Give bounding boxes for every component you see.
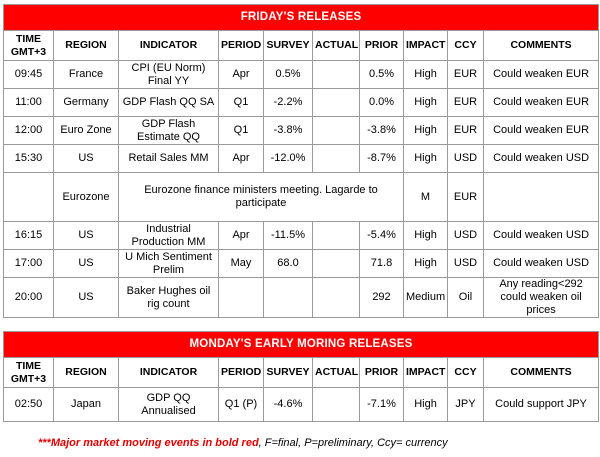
cell-comments: Could weaken EUR (484, 61, 599, 89)
monday-releases-table (3, 331, 599, 422)
cell-indicator: Retail Sales MM (119, 145, 219, 173)
cell-time: 12:00 (4, 117, 54, 145)
header-actual: ACTUAL (313, 358, 360, 388)
header-prior: PRIOR (360, 358, 404, 388)
header-time (4, 31, 54, 61)
cell-period: Apr (219, 222, 264, 250)
footer-legend: , F=final, P=preliminary, Ccy= currency (258, 437, 448, 449)
table-row (4, 89, 599, 117)
header-timezone-label: GMT+3 (10, 45, 47, 58)
cell-time (4, 173, 54, 222)
cell-region: US (54, 278, 119, 318)
header-actual: ACTUAL (313, 31, 360, 61)
cell-survey: -12.0% (264, 145, 313, 173)
cell-region: US (54, 145, 119, 173)
table-row (4, 250, 599, 278)
cell-indicator: Baker Hughes oil rig count (119, 278, 219, 318)
header-indicator: INDICATOR (119, 31, 219, 61)
header-survey: SURVEY (264, 31, 313, 61)
cell-comments: Could weaken USD (484, 145, 599, 173)
table-row (4, 222, 599, 250)
cell-region: Japan (54, 388, 119, 422)
cell-survey (264, 278, 313, 318)
cell-survey: 0.5% (264, 61, 313, 89)
header-region: REGION (54, 358, 119, 388)
cell-survey: -4.6% (264, 388, 313, 422)
cell-ccy: EUR (448, 61, 484, 89)
cell-survey: -2.2% (264, 89, 313, 117)
cell-period: Q1 (P) (219, 388, 264, 422)
cell-period: Q1 (219, 117, 264, 145)
header-region: REGION (54, 31, 119, 61)
cell-period (219, 278, 264, 318)
cell-event-description: Eurozone finance ministers meeting. Lagarde to participate (119, 173, 404, 222)
cell-region: Germany (54, 89, 119, 117)
cell-actual (313, 278, 360, 318)
cell-ccy: Oil (448, 278, 484, 318)
cell-time: 09:45 (4, 61, 54, 89)
cell-indicator: GDP QQ Annualised (119, 388, 219, 422)
header-period: PERIOD (219, 31, 264, 61)
cell-actual (313, 222, 360, 250)
table-row (4, 117, 599, 145)
cell-period: May (219, 250, 264, 278)
cell-actual (313, 61, 360, 89)
cell-indicator: Industrial Production MM (119, 222, 219, 250)
friday-header-row (4, 31, 599, 61)
header-indicator: INDICATOR (119, 358, 219, 388)
cell-ccy: EUR (448, 117, 484, 145)
cell-comments: Could weaken USD (484, 222, 599, 250)
header-ccy: CCY (448, 31, 484, 61)
header-comments: COMMENTS (484, 31, 599, 61)
monday-header-row (4, 358, 599, 388)
cell-period: Apr (219, 145, 264, 173)
cell-survey: -3.8% (264, 117, 313, 145)
cell-prior: -5.4% (360, 222, 404, 250)
header-period: PERIOD (219, 358, 264, 388)
cell-prior: -3.8% (360, 117, 404, 145)
table-row (4, 278, 599, 318)
table-row (4, 173, 599, 222)
friday-title: FRIDAY'S RELEASES (4, 5, 599, 31)
header-prior: PRIOR (360, 31, 404, 61)
table-row (4, 61, 599, 89)
header-timezone-label: GMT+3 (10, 372, 47, 385)
header-impact: IMPACT (404, 358, 448, 388)
monday-banner (4, 332, 599, 358)
cell-prior: 0.5% (360, 61, 404, 89)
cell-survey: 68.0 (264, 250, 313, 278)
cell-impact: Medium (404, 278, 448, 318)
cell-region: France (54, 61, 119, 89)
header-comments: COMMENTS (484, 358, 599, 388)
cell-time: 02:50 (4, 388, 54, 422)
footer-note (38, 437, 448, 449)
header-impact: IMPACT (404, 31, 448, 61)
cell-impact: High (404, 388, 448, 422)
cell-time: 16:15 (4, 222, 54, 250)
cell-time: 11:00 (4, 89, 54, 117)
cell-region: US (54, 250, 119, 278)
cell-impact: High (404, 117, 448, 145)
cell-impact: High (404, 250, 448, 278)
header-time (4, 358, 54, 388)
header-survey: SURVEY (264, 358, 313, 388)
cell-ccy: EUR (448, 173, 484, 222)
header-ccy: CCY (448, 358, 484, 388)
cell-ccy: USD (448, 250, 484, 278)
cell-region: US (54, 222, 119, 250)
table-row (4, 388, 599, 422)
cell-prior: 0.0% (360, 89, 404, 117)
friday-banner (4, 5, 599, 31)
cell-actual (313, 388, 360, 422)
cell-indicator: GDP Flash QQ SA (119, 89, 219, 117)
cell-comments: Could weaken EUR (484, 117, 599, 145)
monday-title: MONDAY'S EARLY MORING RELEASES (4, 332, 599, 358)
header-time-label: TIME (15, 359, 42, 372)
cell-prior: 71.8 (360, 250, 404, 278)
cell-comments: Any reading<292 could weaken oil prices (484, 278, 599, 318)
friday-releases-table (3, 4, 599, 318)
footer-highlight: ***Major market moving events in bold red (38, 437, 259, 449)
cell-impact: High (404, 222, 448, 250)
cell-comments (484, 173, 599, 222)
cell-comments: Could weaken EUR (484, 89, 599, 117)
cell-period: Q1 (219, 89, 264, 117)
cell-time: 15:30 (4, 145, 54, 173)
cell-period: Apr (219, 61, 264, 89)
cell-ccy: USD (448, 145, 484, 173)
cell-actual (313, 89, 360, 117)
cell-region: Euro Zone (54, 117, 119, 145)
cell-impact: High (404, 89, 448, 117)
table-row (4, 145, 599, 173)
cell-indicator: GDP Flash Estimate QQ (119, 117, 219, 145)
cell-prior: -7.1% (360, 388, 404, 422)
header-time-label: TIME (15, 32, 42, 45)
cell-comments: Could weaken USD (484, 250, 599, 278)
cell-indicator: U Mich Sentiment Prelim (119, 250, 219, 278)
cell-impact: High (404, 145, 448, 173)
cell-prior: -8.7% (360, 145, 404, 173)
cell-actual (313, 145, 360, 173)
cell-ccy: USD (448, 222, 484, 250)
cell-actual (313, 117, 360, 145)
cell-impact: M (404, 173, 448, 222)
cell-ccy: JPY (448, 388, 484, 422)
cell-region: Eurozone (54, 173, 119, 222)
cell-indicator: CPI (EU Norm) Final YY (119, 61, 219, 89)
cell-time: 20:00 (4, 278, 54, 318)
cell-time: 17:00 (4, 250, 54, 278)
cell-survey: -11.5% (264, 222, 313, 250)
cell-ccy: EUR (448, 89, 484, 117)
cell-prior: 292 (360, 278, 404, 318)
cell-comments: Could support JPY (484, 388, 599, 422)
cell-impact: High (404, 61, 448, 89)
cell-actual (313, 250, 360, 278)
